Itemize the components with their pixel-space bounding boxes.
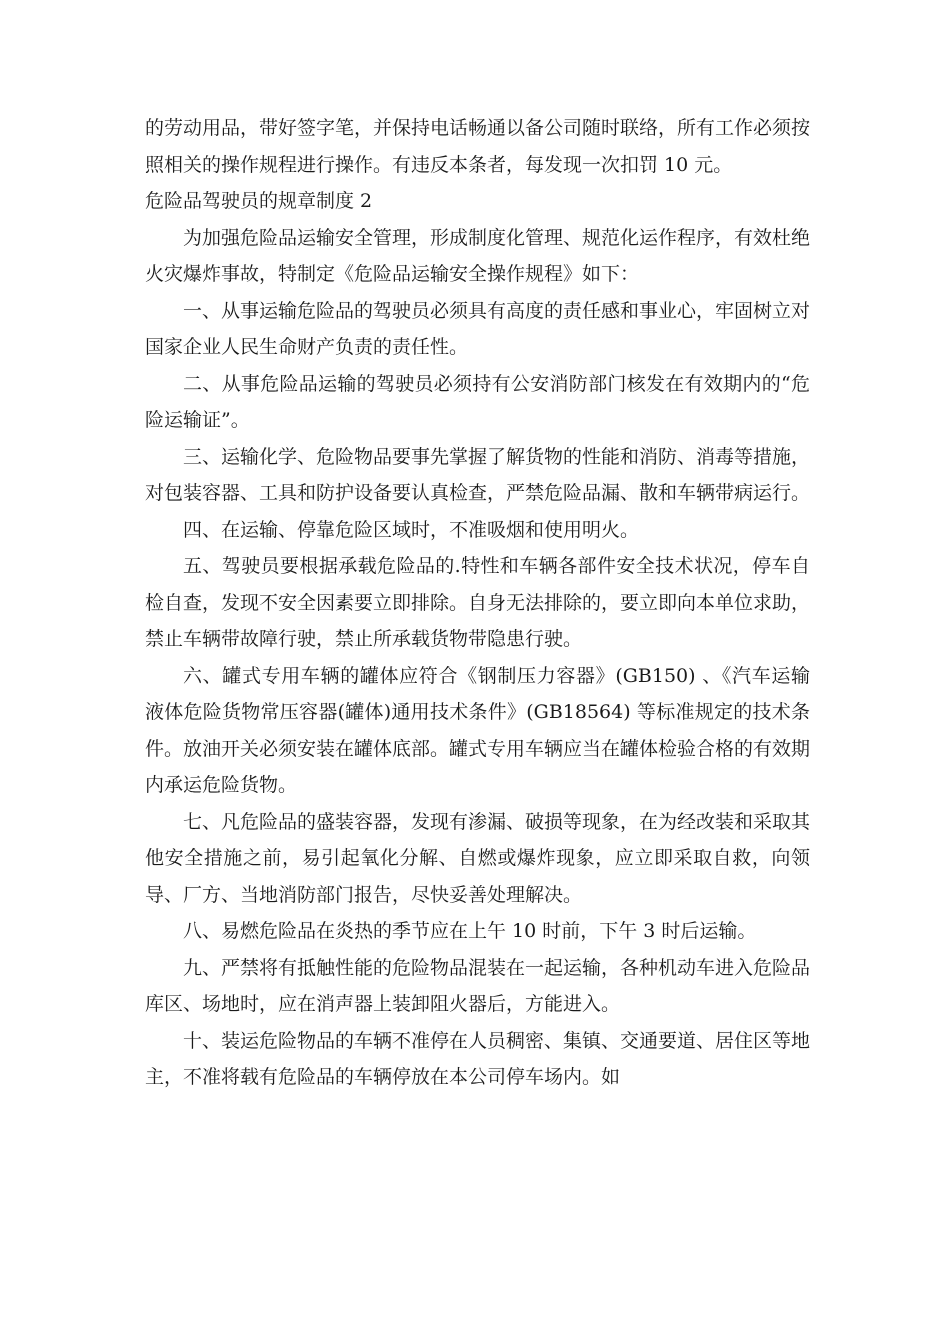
rule-item-3: 三、运输化学、危险物品要事先掌握了解货物的性能和消防、消毒等措施，对包装容器、工具和防护设备要认真检查，严禁危险品漏、散和车辆带病运行。 bbox=[145, 445, 811, 504]
rule-item-9: 九、严禁将有抵触性能的危险物品混装在一起运输，各种机动车进入危险品库区、场地时，应在消声器上装卸阻火器后，方能进入。 bbox=[145, 956, 811, 1015]
rule-item-6: 六、罐式专用车辆的罐体应符合《钢制压力容器》(GB150) 、《汽车运输液体危险货物常压容器(罐体)通用技术条件》(GB18564) 等标准规定的技术条件。放油开关必须安装在罐体底部。罐式专用车辆应当在罐体检验合格的有效期内承运危险货物。 bbox=[145, 664, 811, 796]
rule-item-2: 二、从事危险品运输的驾驶员必须持有公安消防部门核发在有效期内的“危险运输证”。 bbox=[145, 372, 810, 431]
intro-paragraph: 为加强危险品运输安全管理，形成制度化管理、规范化运作程序，有效杜绝火灾爆炸事故，特制定《危险品运输安全操作规程》如下： bbox=[145, 226, 811, 285]
rule-item-4: 四、在运输、停靠危险区域时，不准吸烟和使用明火。 bbox=[183, 518, 640, 541]
continued-paragraph: 的劳动用品，带好签字笔，并保持电话畅通以备公司随时联络，所有工作必须按照相关的操作规程进行操作。有违反本条者，每发现一次扣罚 10 元。 bbox=[145, 117, 811, 176]
rule-item-1: 一、从事运输危险品的驾驶员必须具有高度的责任感和事业心，牢固树立对国家企业人民生命财产负责的责任性。 bbox=[145, 299, 811, 358]
rule-item-5: 五、驾驶员要根据承载危险品的.特性和车辆各部件安全技术状况，停车自检自查，发现不安全因素要立即排除。自身无法排除的，要立即向本单位求助，禁止车辆带故障行驶，禁止所承载货物带隐患行驶。 bbox=[145, 555, 811, 650]
document-body bbox=[145, 110, 810, 1096]
rule-item-10: 十、装运危险物品的车辆不准停在人员稠密、集镇、交通要道、居住区等地主，不准将载有危险品的车辆停放在本公司停车场内。如 bbox=[145, 1029, 811, 1088]
section-title: 危险品驾驶员的规章制度 2 bbox=[145, 190, 373, 212]
rule-item-8: 八、易燃危险品在炎热的季节应在上午 10 时前，下午 3 时后运输。 bbox=[183, 920, 757, 942]
rule-item-7: 七、凡危险品的盛装容器，发现有渗漏、破损等现象，在为经改装和采取其他安全措施之前，易引起氧化分解、自燃或爆炸现象，应立即采取自救，向领导、厂方、当地消防部门报告，尽快妥善处理解决。 bbox=[145, 810, 811, 906]
